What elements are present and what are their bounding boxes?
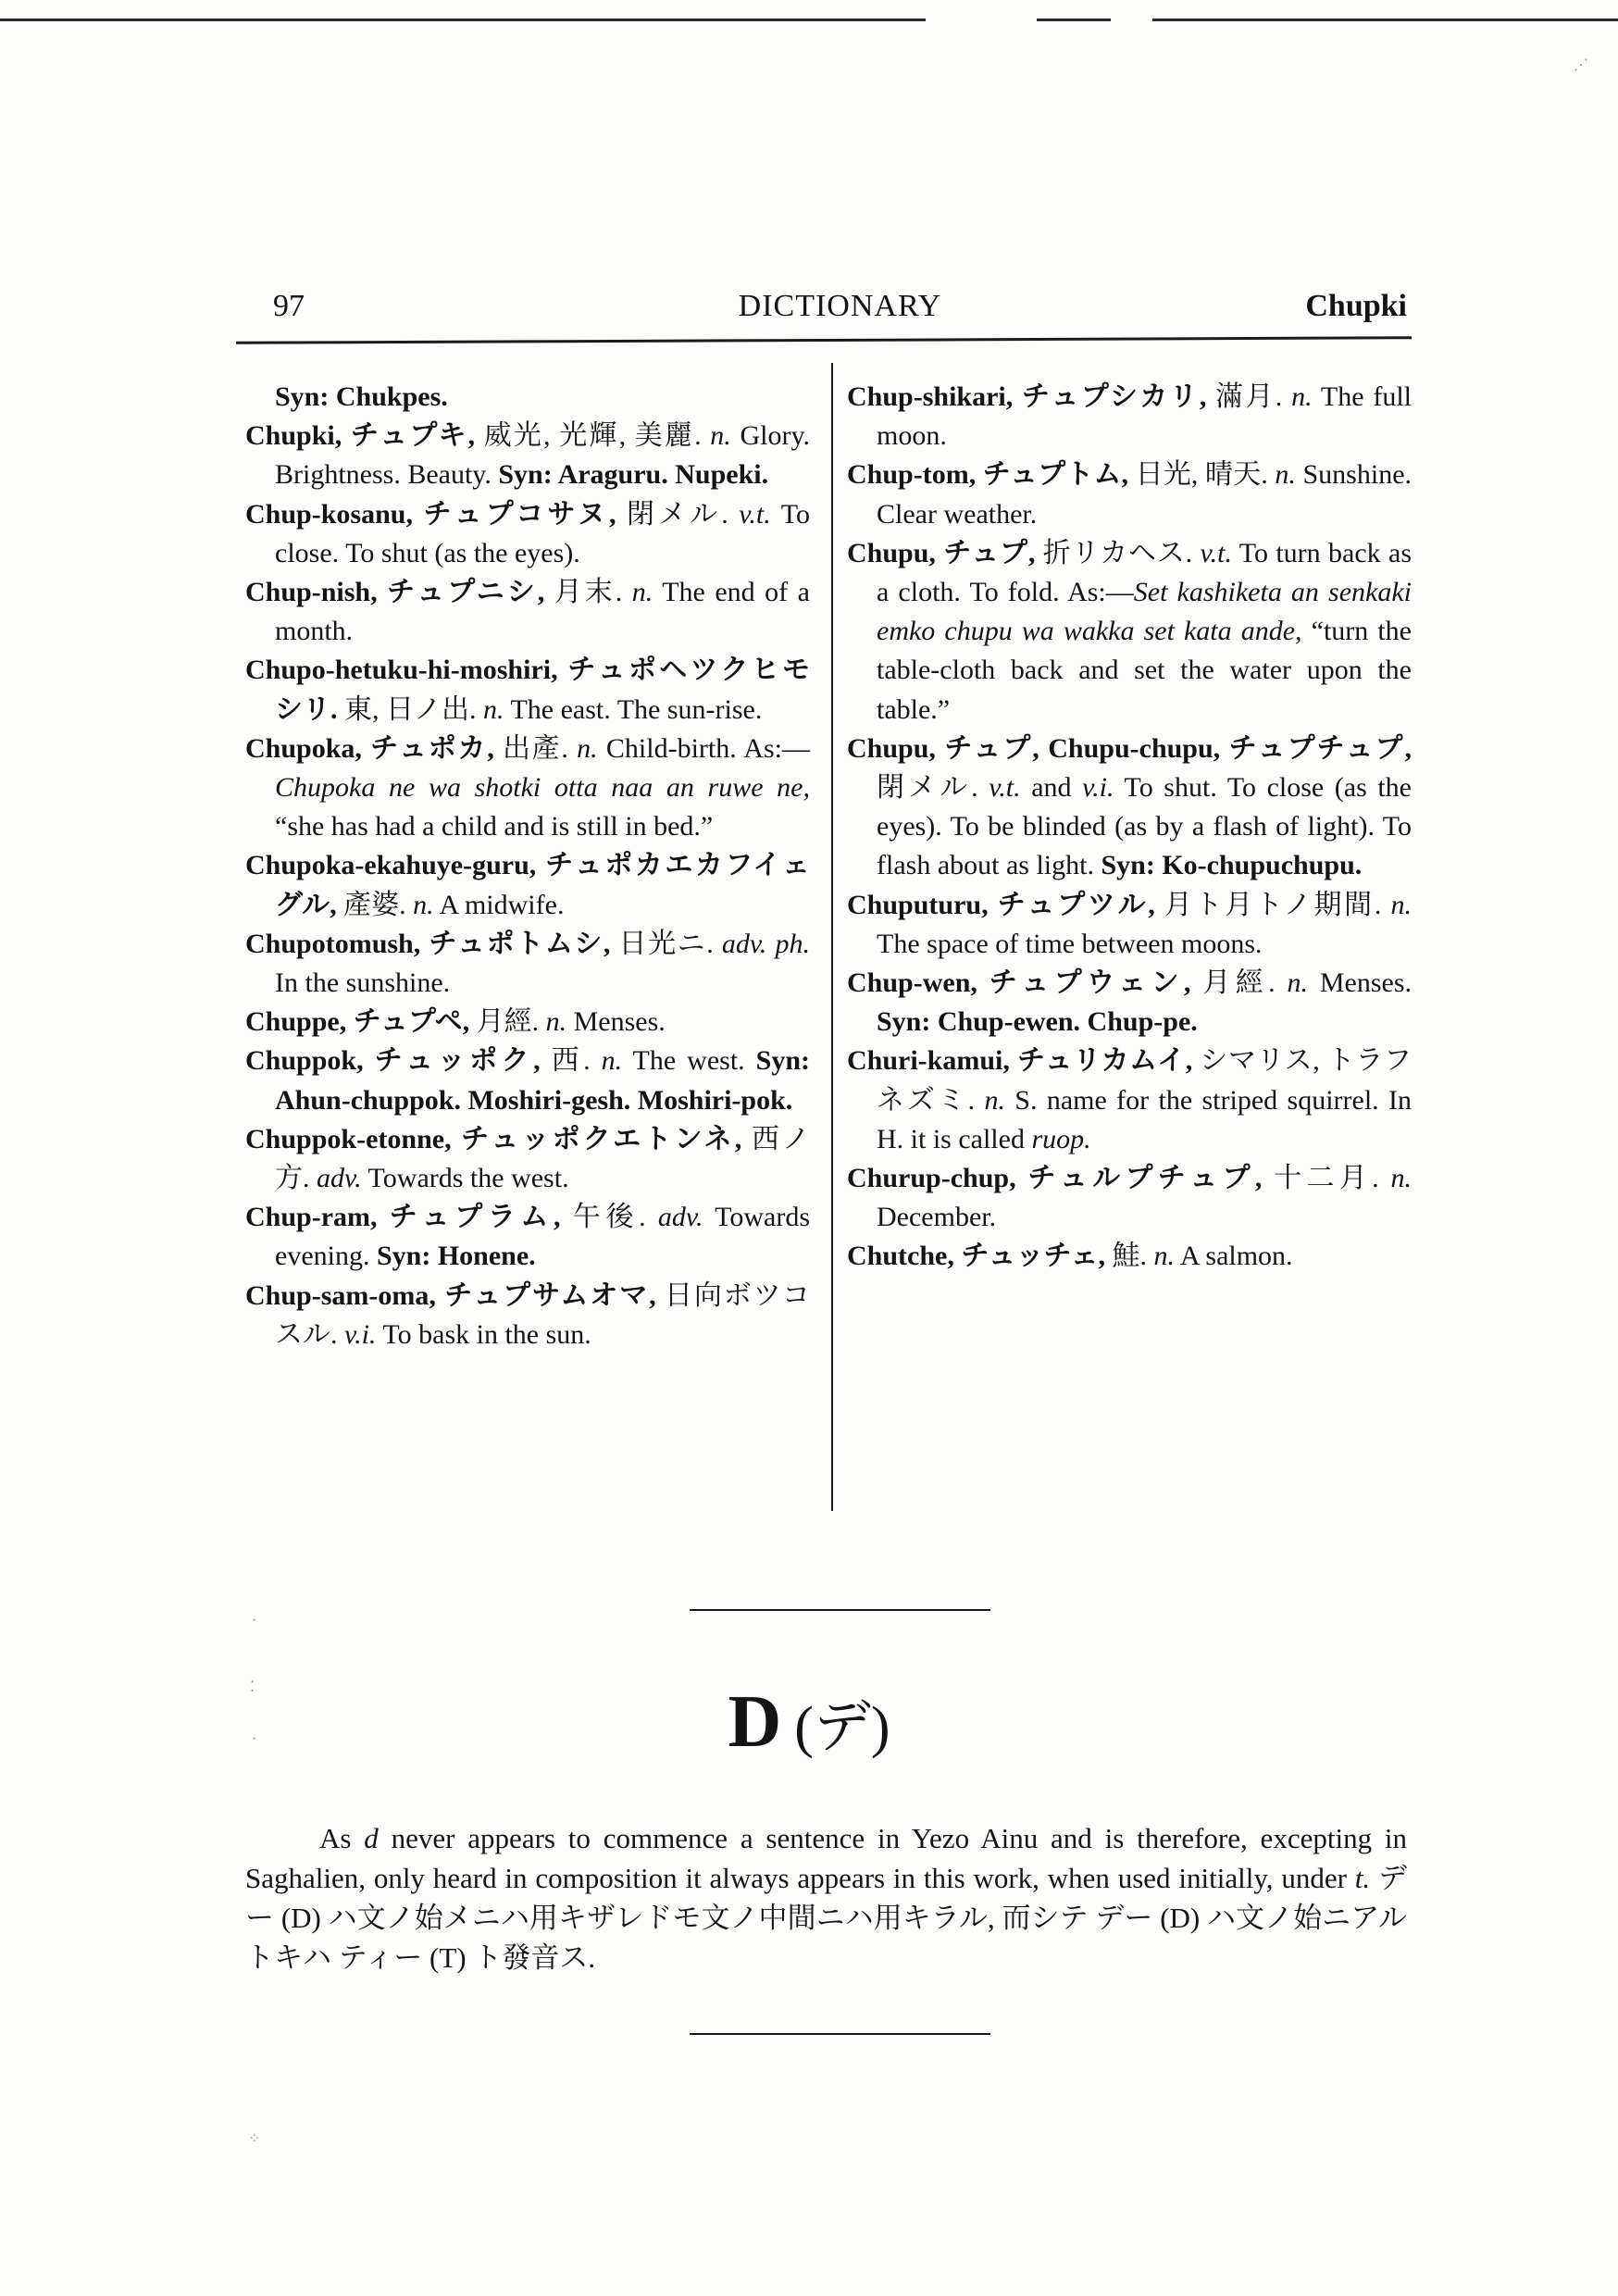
entry-text: ruop. [1031, 1123, 1091, 1154]
section-heading [0, 1680, 1618, 1765]
entry-text: Chupki, チュプキ, [245, 420, 484, 452]
entry-text: Syn: Chup-ewen. Chup-pe. [877, 1006, 1198, 1038]
entry-text: Chup-wen, チュプウェン, [847, 967, 1203, 999]
entry-text: Chupoka ne wa shotki otta naa an ruwe ne, [275, 772, 810, 804]
entry-text: Syn: Honene. [376, 1241, 536, 1272]
header-rule [236, 336, 1412, 344]
entry-text: 威光, 光輝, 美麗. [483, 420, 711, 452]
entry-text: Chuppok, チュッポク, [245, 1045, 552, 1077]
dictionary-entry [847, 1042, 1412, 1159]
entry-text: 月經. [476, 1006, 546, 1038]
entry-text: n. [710, 420, 731, 452]
entry-text: t. [1354, 1862, 1371, 1894]
entry-text: Syn: Chukpes. [275, 381, 448, 412]
page-number: 97 [273, 289, 305, 323]
column-divider [831, 363, 833, 1511]
left-column [245, 378, 810, 1354]
section-rule-bottom [690, 2033, 990, 2035]
scan-top-rule-2 [1037, 19, 1111, 21]
entry-text: n. [631, 577, 653, 608]
entry-text: To turn back as a cloth. To fold. As:— [877, 537, 1412, 608]
running-title: DICTIONARY [738, 289, 942, 323]
entry-text: 西. [551, 1045, 602, 1077]
page-header [264, 289, 1416, 335]
entry-text: 日光, 晴天. [1135, 459, 1276, 491]
entry-text: Churup-chup, チュルプチュプ, [847, 1163, 1275, 1194]
entry-text: In the sunshine. [275, 967, 451, 999]
entry-text: Towards evening. [275, 1202, 810, 1272]
entry-text: Sunshine. Clear weather. [877, 459, 1413, 530]
entry-text: December. [877, 1202, 997, 1233]
entry-text: 東, 日ノ出. [344, 693, 483, 725]
entry-text: and [1020, 772, 1083, 804]
entry-text: A midwife. [433, 889, 565, 920]
entry-text: Syn: Araguru. Nupeki. [498, 459, 769, 491]
dictionary-entry [245, 495, 810, 573]
entry-text: 月ト月トノ期間. [1164, 889, 1391, 920]
dictionary-entry [245, 1198, 810, 1276]
entry-text: As [319, 1822, 365, 1854]
entry-text: Chupoka, チュポカ, [245, 732, 503, 764]
dictionary-entry [245, 651, 810, 729]
entry-text: n. [601, 1045, 623, 1077]
entry-text: n. [413, 889, 434, 920]
entry-text: Chuppok-etonne, チュッポクエトンネ, [245, 1123, 752, 1154]
entry-text: Syn: Ko-chupuchupu. [1101, 850, 1363, 881]
entry-text: To close. To shut (as the eyes). [275, 498, 810, 568]
entry-text: The west. [622, 1045, 756, 1077]
entry-text: Chup-sam-oma, チュプサムオマ, [245, 1279, 666, 1311]
entry-text: 西ノ方. [275, 1123, 811, 1194]
entry-text: Chupo-hetuku-hi-moshiri, チュポヘツクヒモシリ. [245, 655, 810, 725]
entry-text: Towards the west. [361, 1163, 569, 1194]
scan-speck: ⁘ [248, 2131, 261, 2147]
entry-text: 日光ニ. [618, 928, 722, 959]
entry-text: d [364, 1822, 379, 1854]
right-column [847, 378, 1412, 1277]
scan-top-rule-3 [1152, 19, 1618, 21]
dictionary-entry [847, 964, 1412, 1042]
entry-text: n. [577, 732, 598, 764]
entry-text: Chupotomush, チュポトムシ, [245, 928, 619, 959]
entry-text: Chutche, チュッチェ, [847, 1241, 1113, 1272]
entry-text: 鮭. [1112, 1241, 1154, 1272]
scan-top-rule-1 [0, 19, 926, 21]
entry-text: 閉メル. [877, 772, 989, 804]
entry-text: Chup-tom, チュプトム, [847, 459, 1136, 491]
entry-text: n. [1390, 889, 1412, 920]
section-rule-top [690, 1609, 990, 1611]
section-paragraph [245, 1818, 1407, 1978]
entry-text: S. name for the striped squirrel. In H. it is called [877, 1084, 1413, 1154]
entry-text: n. [545, 1006, 567, 1038]
section-letter: D [728, 1681, 782, 1763]
entry-text: To bask in the sun. [376, 1318, 591, 1350]
dictionary-entry [245, 1042, 810, 1119]
entry-text: Chup-ram, チュプラム, [245, 1202, 573, 1233]
scan-speck: · [252, 1613, 257, 1628]
entry-text: 月經. [1202, 967, 1288, 999]
dictionary-entry [245, 1120, 810, 1198]
dictionary-entry [245, 378, 810, 417]
entry-text: Chup-nish, チュプニシ, [245, 577, 554, 608]
entry-text: Chup-shikari, チュプシカリ, [847, 381, 1216, 412]
entry-text: 月末. [554, 577, 632, 608]
entry-text: Syn: Ahun-chuppok. Moshiri-gesh. Moshiri-pok. [275, 1045, 811, 1116]
entry-text: The space of time between moons. [877, 928, 1263, 959]
entry-text: A salmon. [1175, 1241, 1293, 1272]
dictionary-entry [847, 455, 1412, 533]
dictionary-entry [245, 417, 810, 494]
entry-text: “she has had a child and is still in bed.” [275, 811, 714, 842]
dictionary-entry [847, 534, 1412, 730]
entry-text: Chuppe, チュプペ, [245, 1006, 477, 1038]
entry-text: adv. ph. [721, 928, 810, 959]
entry-text: 滿月. [1215, 381, 1292, 412]
entry-text: Chupu, チュプ, Chupu-chupu, チュプチュプ, [847, 732, 1412, 764]
entry-text: adv. [317, 1163, 362, 1194]
dictionary-entry [245, 925, 810, 1003]
dictionary-entry [847, 1237, 1412, 1276]
entry-text: Menses. [566, 1006, 666, 1038]
dictionary-entry [847, 378, 1412, 455]
entry-text: To shut. To close (as the eyes). To be blinded (as by a flash of light). To flash about as light. [877, 772, 1412, 881]
entry-text: v.i. [344, 1318, 377, 1350]
dictionary-entry [245, 1277, 810, 1354]
entry-text: Child-birth. As:— [597, 732, 810, 764]
guide-word: Chupki [1305, 289, 1407, 323]
entry-text: v.t. [989, 772, 1021, 804]
entry-text: n. [984, 1084, 1005, 1116]
entry-text: Chupu, チュプ, [847, 537, 1043, 568]
dictionary-entry [245, 573, 810, 651]
entry-text: Chup-kosanu, チュプコサヌ, [245, 498, 628, 530]
section-kana: (デ) [794, 1696, 890, 1759]
entry-text: n. [1153, 1241, 1176, 1272]
entry-text: The east. The sun-rise. [504, 693, 763, 725]
entry-text: v.i. [1082, 772, 1114, 804]
scan-speck: · [252, 1731, 257, 1747]
entry-text: 折リカヘス. [1042, 537, 1201, 568]
entry-text: adv. [657, 1202, 703, 1233]
entry-text: “turn the table-cloth back and set the water upon the table.” [877, 616, 1412, 725]
entry-text: n. [1291, 381, 1313, 412]
entry-text: Set kashiketa an senkaki emko chupu wa wakka set kata ande, [877, 577, 1412, 647]
entry-text: Menses. [1307, 967, 1413, 999]
entry-text: 產婆. [343, 889, 414, 920]
entry-text: デー (D) ハ文ノ始メニハ用キザレドモ文ノ中間ニハ用キラル, 而シテ デー (D) ハ文ノ始ニアルトキハ ティー (T) ト發音ス. [245, 1862, 1407, 1974]
entry-text: シマリス, トラフネズミ. [877, 1045, 1412, 1116]
entry-text: n. [1275, 459, 1296, 491]
entry-text: n. [1287, 967, 1308, 999]
entry-text: never appears to commence a sentence in Yezo Ainu and is therefore, excepting in Saghalien, only heard in composition it always appears in this work, when used initially, under [245, 1822, 1408, 1894]
entry-text: The full moon. [877, 381, 1413, 452]
entry-text: Chupoka-ekahuye-guru, チュポカエカフイェグル, [245, 850, 810, 920]
entry-text: n. [1390, 1163, 1413, 1194]
entry-text: 十二月. [1274, 1163, 1391, 1194]
scan-speck: ⁚ [250, 1679, 255, 1695]
dictionary-entry [847, 1159, 1412, 1237]
entry-text: 閉メル. [627, 498, 740, 530]
entry-text: The end of a month. [275, 577, 810, 647]
entry-text: Glory. Brightness. Beauty. [275, 420, 811, 491]
entry-text: 出產. [502, 732, 578, 764]
entry-text: n. [483, 693, 504, 725]
dictionary-entry [847, 730, 1412, 886]
entry-text: Churi-kamui, チュリカムイ, [847, 1045, 1201, 1077]
entry-text: v.t. [739, 498, 771, 530]
dictionary-entry [245, 846, 810, 924]
dictionary-entry [847, 886, 1412, 964]
entry-text: 日向ボツコスル. [275, 1279, 810, 1350]
entry-text: 午後. [572, 1202, 658, 1233]
entry-text: v.t. [1200, 537, 1232, 568]
dictionary-entry [245, 1003, 810, 1042]
scan-speck: ⋰ [1574, 57, 1588, 73]
dictionary-entry [245, 730, 810, 847]
entry-text: Chuputuru, チュプツル, [847, 889, 1164, 920]
